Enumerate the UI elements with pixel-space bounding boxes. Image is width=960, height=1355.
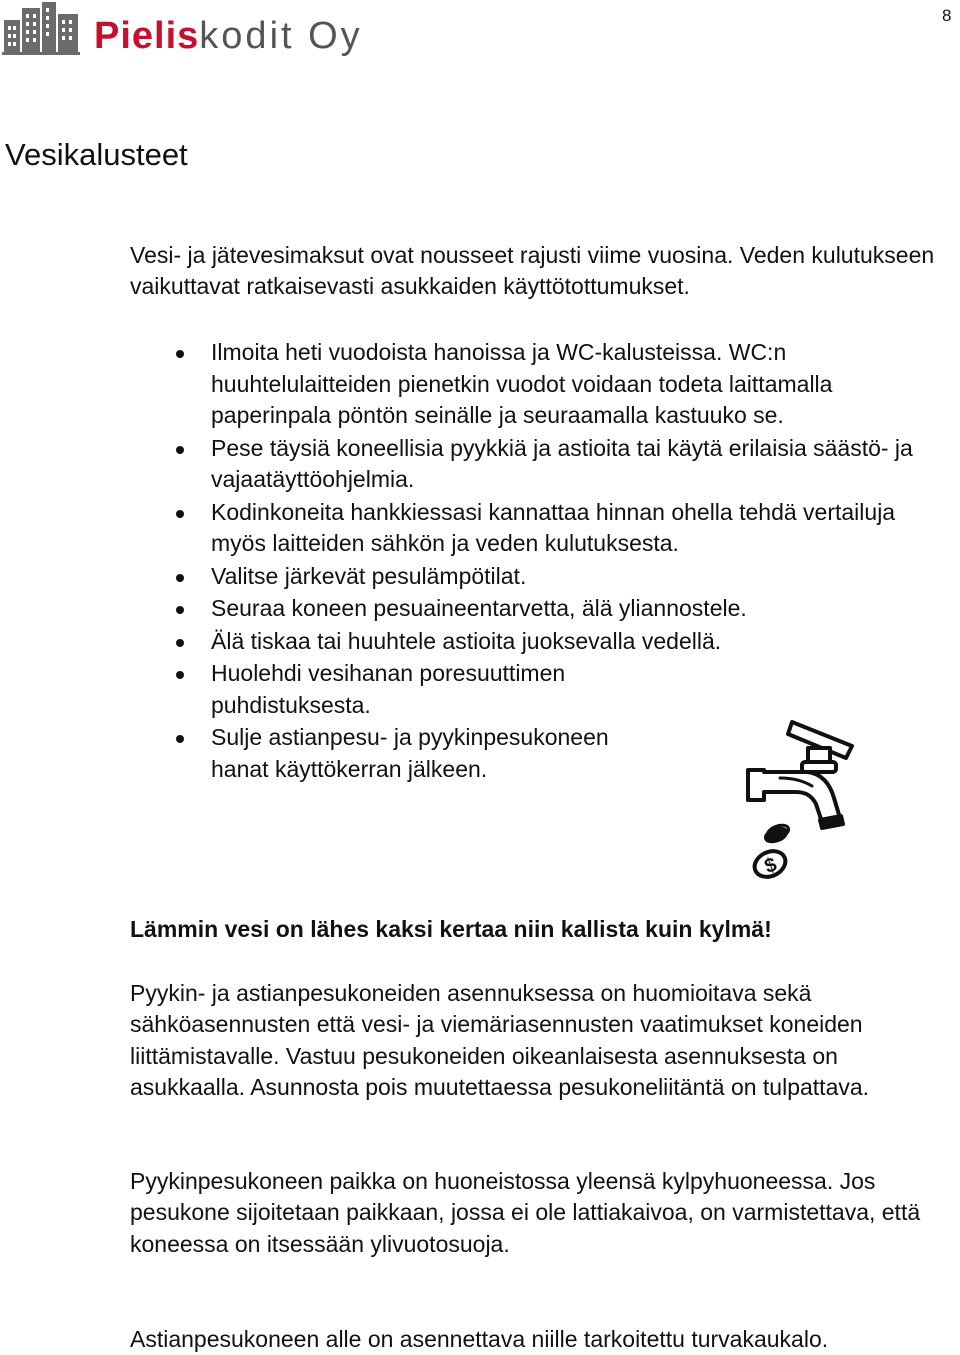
body-paragraph: Pyykin- ja astianpesukoneiden asennuksessa on huomioitava sekä sähköasennusten että vesi- ja viemäriasennusten vaatimukset koneiden liittämistavalle. Vastuu pesukoneiden oikeanlaisesta asennuksesta on asukkaalla. Asunnosta pois muutettaessa pesukoneliitäntä on tulpattava. (130, 980, 870, 1101)
bullet-icon (176, 606, 184, 614)
bullet-icon (176, 446, 184, 454)
bullet-icon (176, 574, 184, 582)
buildings-icon (2, 2, 80, 56)
faucet-icon (748, 748, 843, 828)
list-item (130, 561, 931, 593)
body-paragraph: Astianpesukoneen alle on asennettava niille tarkoitettu turvakaukalo. (130, 1326, 829, 1352)
bullet-icon (176, 350, 184, 358)
bullet-icon (176, 639, 184, 647)
list-item-text: Ilmoita heti vuodoista hanoissa ja WC-kalusteissa. WC:n huuhtelulaitteiden pienetkin vuodot voidaan todeta laittamalla paperinpala pöntön seinälle ja seuraamalla kastuuko se. (211, 339, 833, 428)
list-item-text: Pese täysiä koneellisia pyykkiä ja astioita tai käytä erilaisia säästö- ja vajaatäyttöohjelmia. (211, 434, 913, 492)
logo-text-red: Pielis (94, 15, 200, 57)
list-item (130, 433, 931, 496)
logo-text-gray: kodit Oy (199, 15, 363, 57)
list-item-text: Kodinkoneita hankkiessasi kannattaa hinnan ohella tehdä vertailuja myös laitteiden sähkön ja veden kulutuksesta. (211, 498, 896, 556)
logo-wordmark (94, 14, 363, 58)
list-item (130, 593, 931, 625)
bullet-icon (176, 510, 184, 518)
list-item (130, 658, 671, 721)
coin-icon (764, 823, 791, 845)
list-item (130, 337, 931, 432)
page-title: Vesikalusteet (5, 137, 188, 172)
bullet-icon (176, 671, 184, 679)
company-logo (2, 2, 382, 58)
list-item (130, 722, 671, 785)
bullet-icon (176, 735, 184, 743)
list-item-text: Huolehdi vesihanan poresuuttimen puhdistuksesta. (211, 660, 566, 718)
list-item-text: Seuraa koneen pesuaineentarvetta, älä yliannostele. (211, 595, 747, 621)
dollar-coin-icon (750, 846, 789, 881)
coin-symbol: $ (761, 853, 780, 879)
list-item-text: Sulje astianpesu- ja pyykinpesukoneen hanat käyttökerran jälkeen. (211, 724, 609, 782)
intro-paragraph: Vesi- ja jätevesimaksut ovat nousseet rajusti viime vuosina. Veden kulutukseen vaikuttavat ratkaisevasti asukkaiden käyttötottumukset. (130, 242, 935, 299)
list-item (130, 626, 931, 658)
list-item-text: Valitse järkevät pesulämpötilat. (211, 562, 527, 589)
list-item-text: Älä tiskaa tai huuhtele astioita juoksevalla vedellä. (211, 627, 722, 654)
body-paragraph: Pyykinpesukoneen paikka on huoneistossa yleensä kylpyhuoneessa. Jos pesukone sijoitetaan paikkaan, jossa ei ole lattiakaivoa, on varmistettava, että koneessa on itsessään ylivuotosuoja. (130, 1168, 921, 1257)
list-item (130, 497, 931, 560)
warm-water-headline: Lämmin vesi on lähes kaksi kertaa niin kallista kuin kylmä! (130, 916, 772, 942)
page-number: 8 (942, 6, 952, 25)
faucet-clipart (740, 712, 900, 888)
